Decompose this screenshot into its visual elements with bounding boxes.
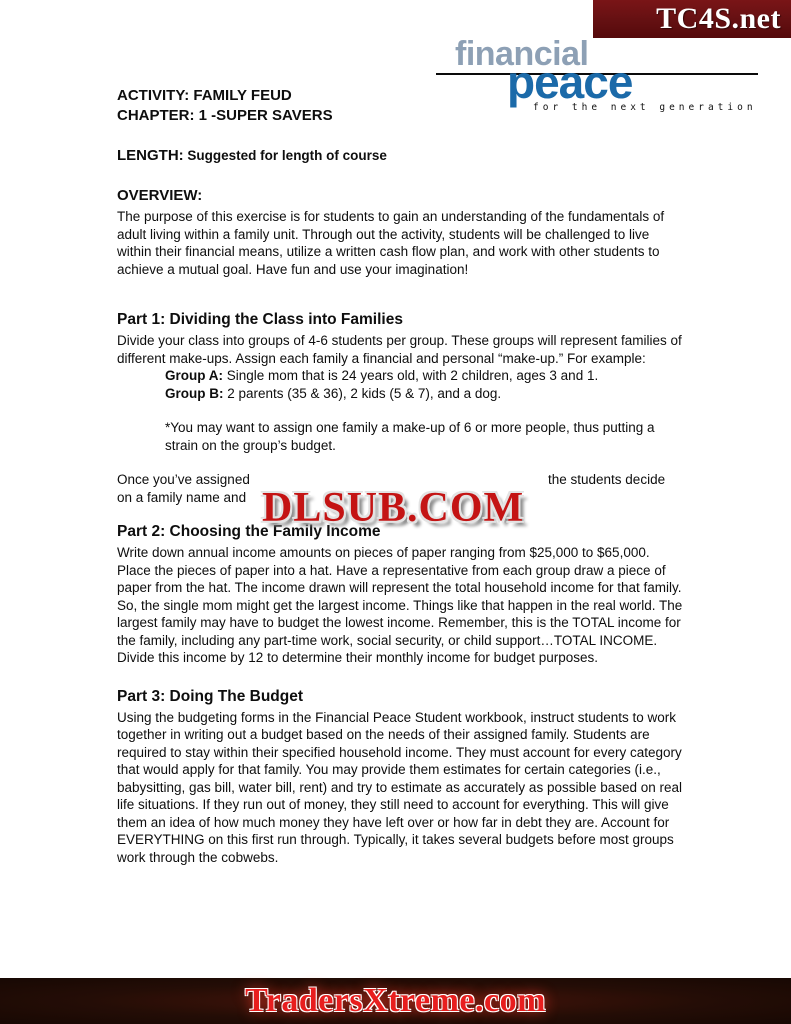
group-a-text: Single mom that is 24 years old, with 2 children, ages 3 and 1. <box>223 368 599 383</box>
group-b-line <box>165 385 683 403</box>
part2-paragraph: Write down annual income amounts on pieces of paper ranging from $25,000 to $65,000. Place the pieces of paper into a hat. Have a representative from each group draw a piece of paper from the hat. The income drawn will represent the total household income for that family. So, the single mom might get the largest income. Things like that happen in the real world. The largest family may have to budget the lowest income. Remember, this is the TOTAL income for the family, including any part-time work, social security, or child support…TOTAL INCOME. Divide this income by 12 to determine their monthly income for budget purposes. <box>117 545 683 665</box>
group-b-text: 2 parents (35 & 36), 2 kids (5 & 7), and a dog. <box>223 385 502 401</box>
part2-heading: Part 2: Choosing the Family Income <box>117 523 381 540</box>
logo-word-financial: financial <box>455 35 589 73</box>
part3-heading: Part 3: Doing The Budget <box>117 687 303 705</box>
part1-note: *You may want to assign one family a make-up of 6 or more people, thus putting a strain on the group’s budget. <box>165 420 655 453</box>
logo-word-peace: peace <box>507 56 633 108</box>
length-text: Suggested for length of course <box>183 148 387 163</box>
length-label: LENGTH: <box>117 147 184 164</box>
part1-intro-paragraph: Divide your class into groups of 4-6 students per group. These groups will represent families of different make-ups. Assign each family a financial and personal “make-up.” For example: <box>117 333 682 366</box>
group-a-label: Group A: <box>165 368 223 383</box>
document-content <box>117 86 683 866</box>
part1-closing-line1-left: Once you’ve assigned <box>117 472 250 487</box>
overview-heading: OVERVIEW: <box>117 187 203 204</box>
part3-paragraph: Using the budgeting forms in the Financial Peace Student workbook, instruct students to work together in writing out a budget based on the needs of their assigned family. Students are required to stay within their specified household income. They must account for every category that would apply for that family. You may provide them estimates for certain categories (i.e., babysitting, gas bill, water bill, rent) and try to estimate as accurately as possible based on real life situations. If they run out of money, they still need to account for everything. This will give them an idea of how much money they have left over or how far in debt they are. Account for EVERYTHING on this first run through. Typically, it takes several budgets before most groups work through the cobwebs. <box>117 709 683 865</box>
part1-closing-line1-right: the students decide <box>548 472 666 487</box>
bottom-site-bar <box>0 978 791 1024</box>
group-a-line <box>165 367 683 385</box>
length-line <box>117 146 683 166</box>
part1-heading: Part 1: Dividing the Class into Families <box>117 311 403 328</box>
center-watermark: DLSUB.COM <box>262 485 525 531</box>
top-site-banner <box>593 0 791 38</box>
top-site-banner-text: TC4S.net <box>656 2 781 35</box>
activity-title-line: ACTIVITY: FAMILY FEUD <box>117 87 292 104</box>
group-b-label: Group B: <box>165 385 224 401</box>
chapter-title-line: CHAPTER: 1 -SUPER SAVERS <box>117 107 333 124</box>
bottom-site-bar-text: TradersXtreme.com <box>245 982 546 1019</box>
overview-paragraph: The purpose of this exercise is for students to gain an understanding of the fundamentals of adult living within a family unit. Through out the activity, students will be challenged to live within their financial means, utilize a written cash flow plan, and work with other students to achieve a mutual goal. Have fun and use your imagination! <box>117 209 665 277</box>
logo-tagline: for the next generation <box>533 102 757 113</box>
part1-closing-line2: on a family name and <box>117 489 247 505</box>
